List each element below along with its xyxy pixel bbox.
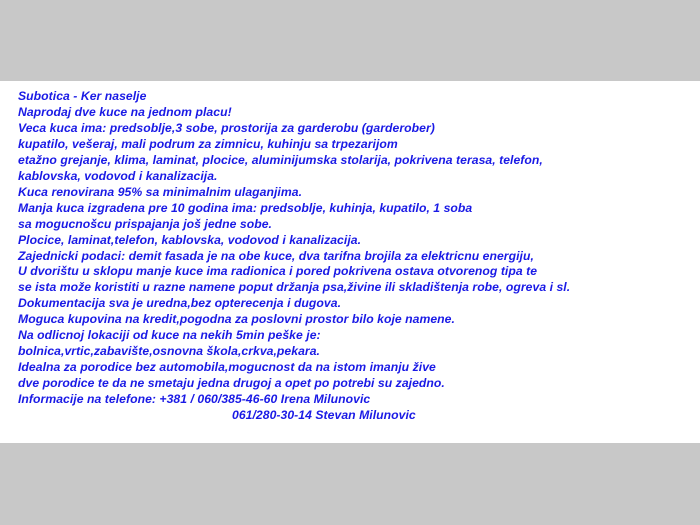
ad-line: Na odlicnoj lokaciji od kuce na nekih 5min peške je: bbox=[18, 328, 321, 343]
ad-line: Manja kuca izgradena pre 10 godina ima: predsoblje, kuhinja, kupatilo, 1 soba bbox=[18, 200, 473, 215]
contact-line-2: 061/280-30-14 Stevan Milunovic bbox=[232, 408, 416, 423]
ad-line: dve porodice te da ne smetaju jedna drugoj a opet po potrebi su zajedno. bbox=[18, 376, 445, 391]
ad-line: Dokumentacija sva je uredna,bez opterecenja i dugova. bbox=[18, 296, 342, 311]
contact-line-1: Informacije na telefone: +381 / 060/385-46-60 Irena Milunovic bbox=[18, 392, 371, 407]
ad-line: U dvorištu u sklopu manje kuce ima radionica i pored pokrivena ostava otvorenog tipa te bbox=[18, 264, 538, 279]
ad-line: Idealna za porodice bez automobila,mogucnost da na istom imanju žive bbox=[18, 360, 436, 375]
ad-line: kupatilo, vešeraj, mali podrum za zimnicu, kuhinju sa trpezarijom bbox=[18, 136, 398, 151]
ad-line: Moguca kupovina na kredit,pogodna za poslovni prostor bilo koje namene. bbox=[18, 312, 455, 327]
ad-line: se ista može koristiti u razne namene poput držanja psa,živine ili skladištenja robe, ogreva i sl. bbox=[18, 280, 571, 295]
ad-headline: Naprodaj dve kuce na jednom placu! bbox=[18, 104, 232, 119]
ad-text-block bbox=[18, 89, 570, 424]
ad-line: Kuca renovirana 95% sa minimalnim ulaganjima. bbox=[18, 184, 303, 199]
ad-line: Plocice, laminat,telefon, kablovska, vodovod i kanalizacija. bbox=[18, 232, 362, 247]
ad-line: sa mogucnošcu prispajanja još jedne sobe. bbox=[18, 216, 272, 231]
ad-line: etažno grejanje, klima, laminat, plocice, aluminijumska stolarija, pokrivena terasa, telefon, bbox=[18, 152, 543, 167]
ad-line: bolnica,vrtic,zabavište,osnovna škola,crkva,pekara. bbox=[18, 344, 320, 359]
ad-line: kablovska, vodovod i kanalizacija. bbox=[18, 168, 218, 183]
ad-line: Veca kuca ima: predsoblje,3 sobe, prostorija za garderobu (garderober) bbox=[18, 120, 435, 135]
ad-title-location: Subotica - Ker naselje bbox=[18, 89, 147, 103]
ad-line: Zajednicki podaci: demit fasada je na obe kuce, dva tarifna brojila za elektricnu energiju, bbox=[18, 248, 534, 263]
ad-image-panel bbox=[0, 81, 700, 443]
